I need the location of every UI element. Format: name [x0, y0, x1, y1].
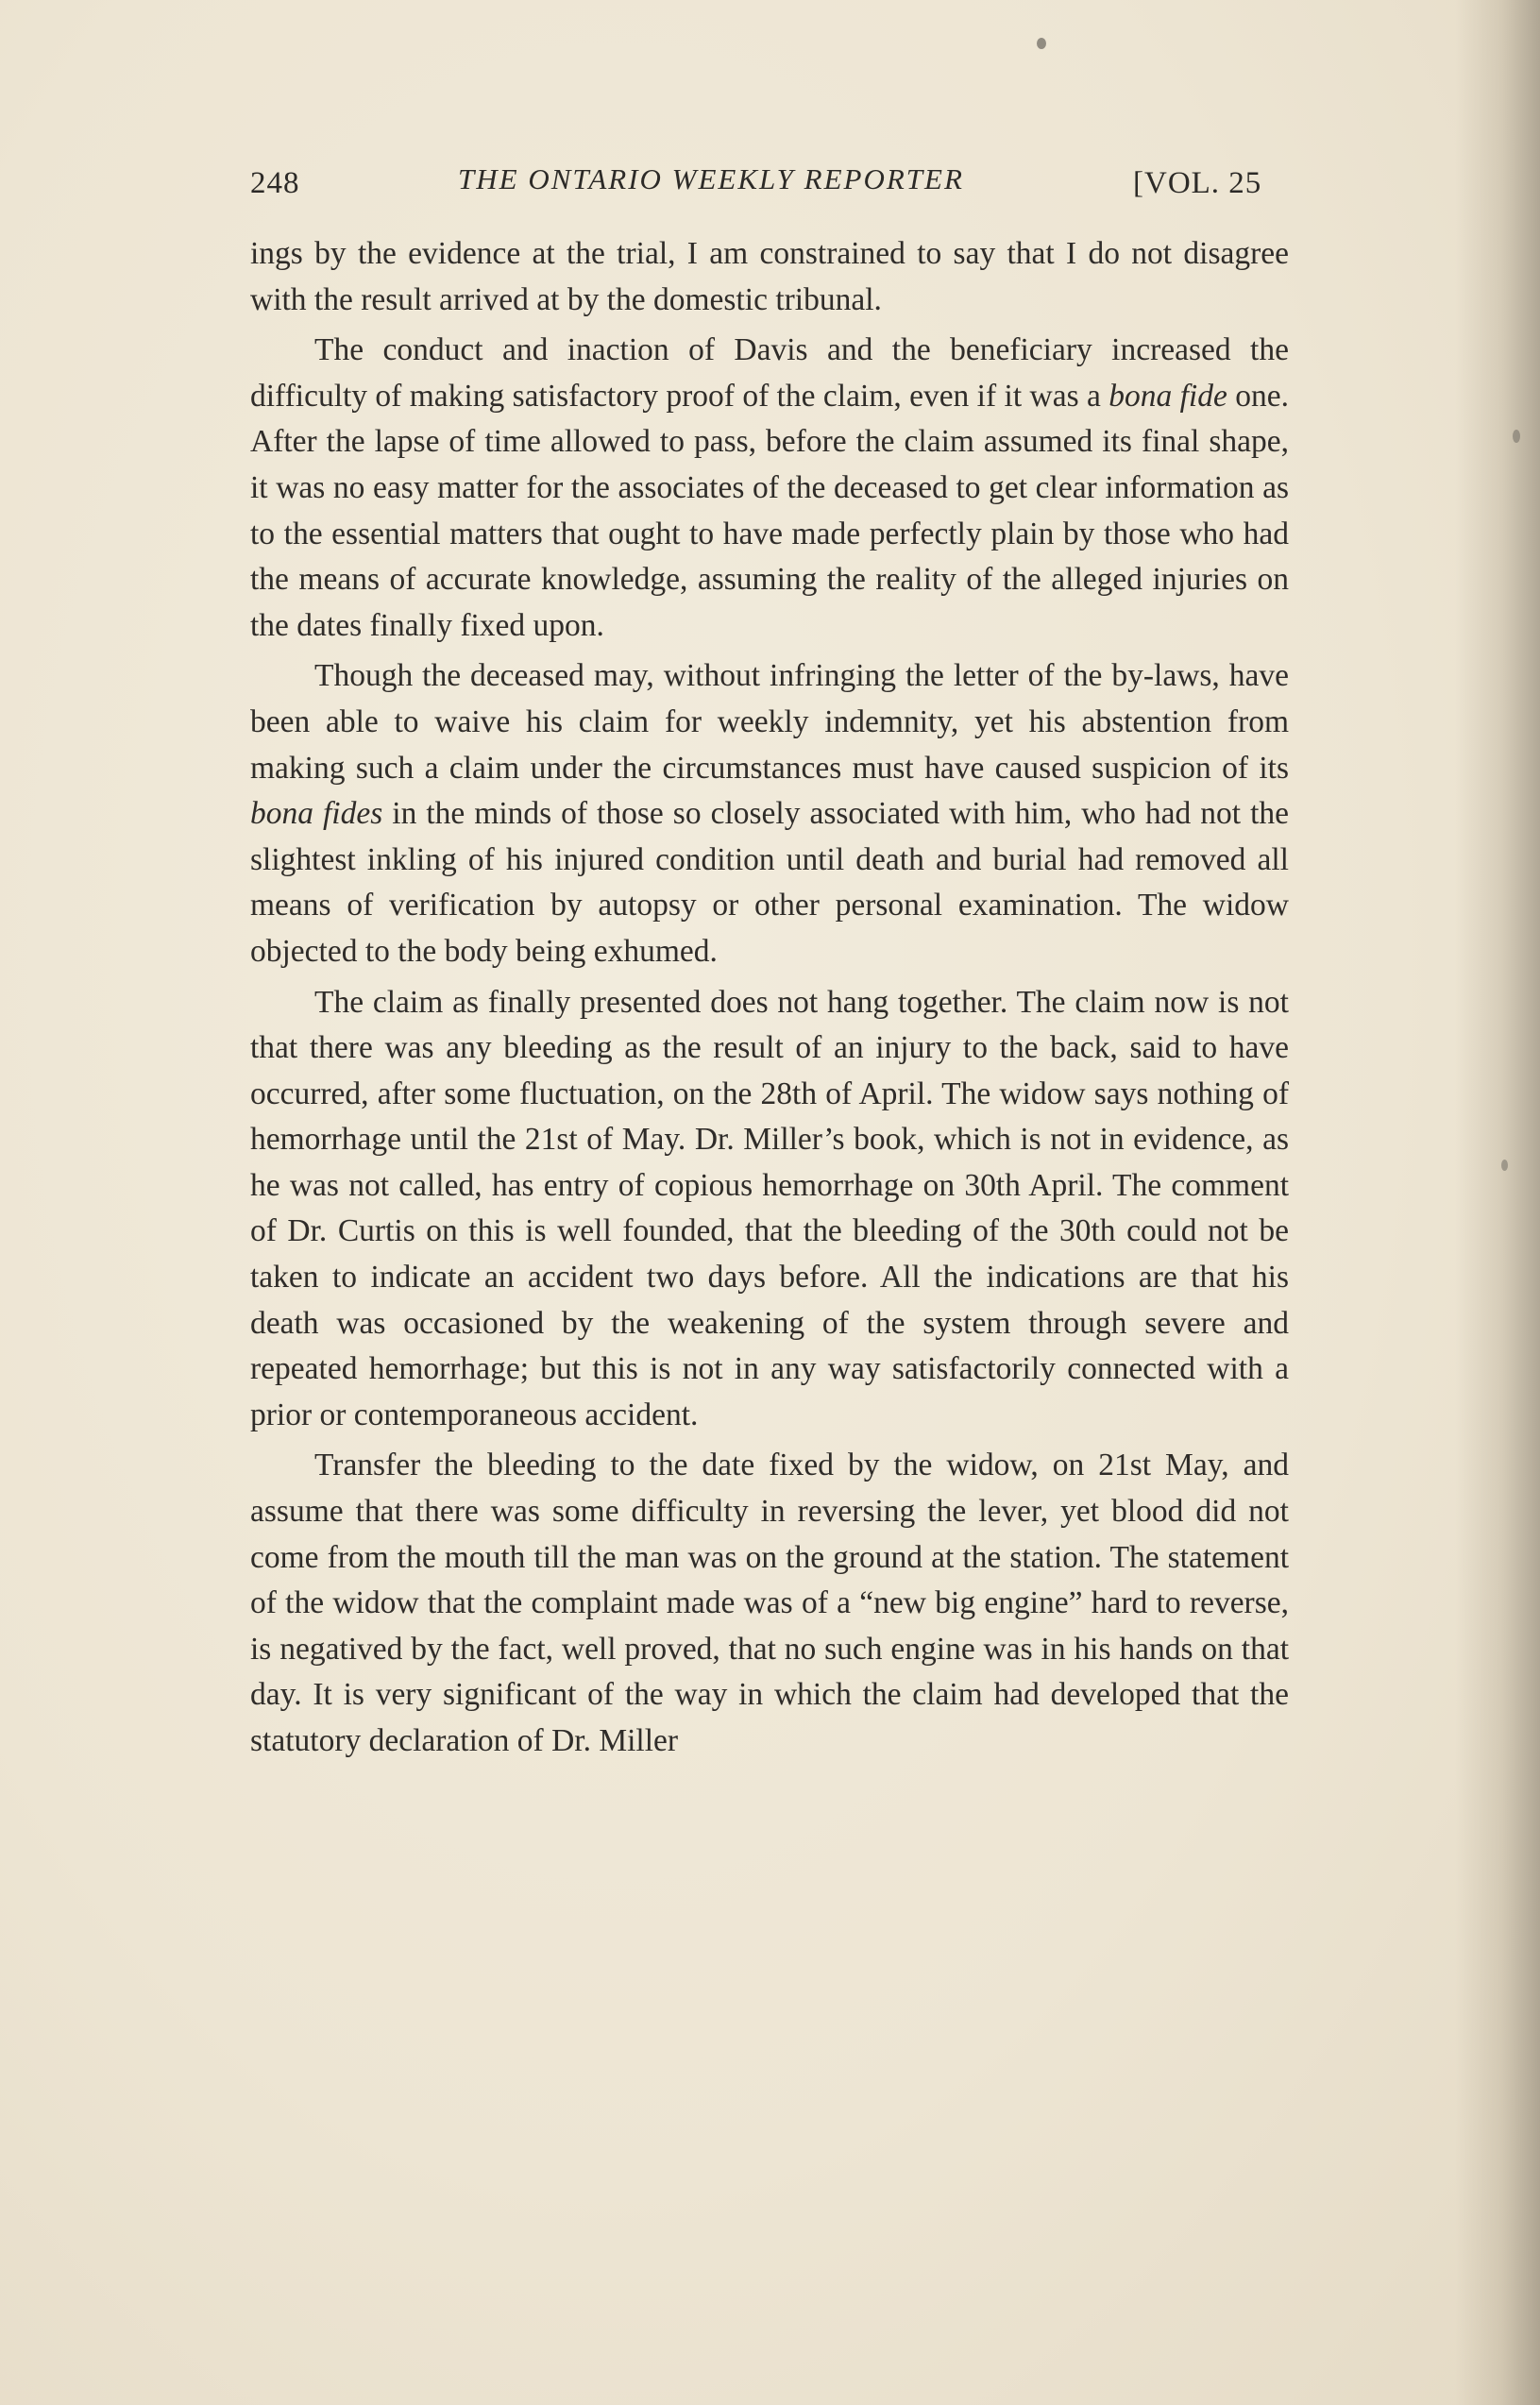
paragraph-2 [250, 328, 1289, 649]
paragraph-4-text: The claim as finally presented does not hang together. The claim now is not that there was any bleeding as the result of an injury to the back, said to have occurred, after some fluctuation, on the 28th of April. The widow says nothing of hemorrhage until the 21st of May. Dr. Miller’s book, which is not in evidence, as he was not called, has entry of copious hemorrhage on 30th April. The comment of Dr. Curtis on this is well founded, that the bleeding of the 30th could not be taken to indicate an accident two days before. All the indications are that his death was occasioned by the weakening of the system through severe and repeated hemorrhage; but this is not in any way satisfactorily connected with a prior or contemporaneous accident. [250, 984, 1289, 1432]
running-title: THE ONTARIO WEEKLY REPORTER [458, 162, 964, 195]
body-text [250, 231, 1289, 1765]
paragraph-3-italic: bona fides [250, 796, 383, 832]
paragraph-2-italic: bona fide [1108, 378, 1227, 414]
running-header [250, 159, 1289, 215]
paragraph-4 [250, 980, 1289, 1439]
paragraph-5-text: Transfer the bleeding to the date fixed by the widow, on 21st May, and assume that there was some difficulty in reversing the lever, yet blood did not come from the mouth till the man was on the ground at the station. The statement of the widow that the complaint made was of a “new big engine” hard to reverse, is negatived by the fact, well proved, that no such engine was in his hands on that day. It is very significant of the way in which the claim had developed that the statutory declaration of Dr. Miller [250, 1448, 1289, 1758]
paragraph-3-text-cont: in the minds of those so closely associated with him, who had not the slightest inkling of his injured condition until death and burial had removed all means of verification by autopsy or other personal examination. The widow objected to the body being exhumed. [250, 796, 1289, 969]
volume-label: [VOL. 25 [1133, 166, 1262, 200]
page-edge-shadow [1455, 0, 1540, 2405]
paragraph-5 [250, 1443, 1289, 1764]
paragraph-2-text-cont: one. After the lapse of time allowed to pass, before the claim assumed its final shape, it was no easy matter for the associates of the deceased to get clear information as to the essential matters that ought to have made perfectly plain by those who had the means of accurate knowledge, assuming the reality of the alleged injuries on the dates finally fixed upon. [250, 378, 1289, 643]
paragraph-1 [250, 231, 1289, 323]
paragraph-3 [250, 653, 1289, 974]
ink-speck [1501, 1160, 1508, 1171]
page-number: 248 [250, 166, 300, 200]
ink-speck [1513, 430, 1520, 443]
paragraph-2-text: The conduct and inaction of Davis and the beneficiary increased the difficulty of making satisfactory proof of the claim, even if it was a [250, 332, 1289, 414]
ink-speck [1037, 38, 1046, 49]
paragraph-1-text: ings by the evidence at the trial, I am constrained to say that I do not disagree with the result arrived at by the domestic tribunal. [250, 236, 1289, 317]
paragraph-3-text: Though the deceased may, without infringing the letter of the by-laws, have been able to waive his claim for weekly indemnity, yet his abstention from making such a claim under the circumstances must have caused suspicion of its [250, 658, 1289, 786]
